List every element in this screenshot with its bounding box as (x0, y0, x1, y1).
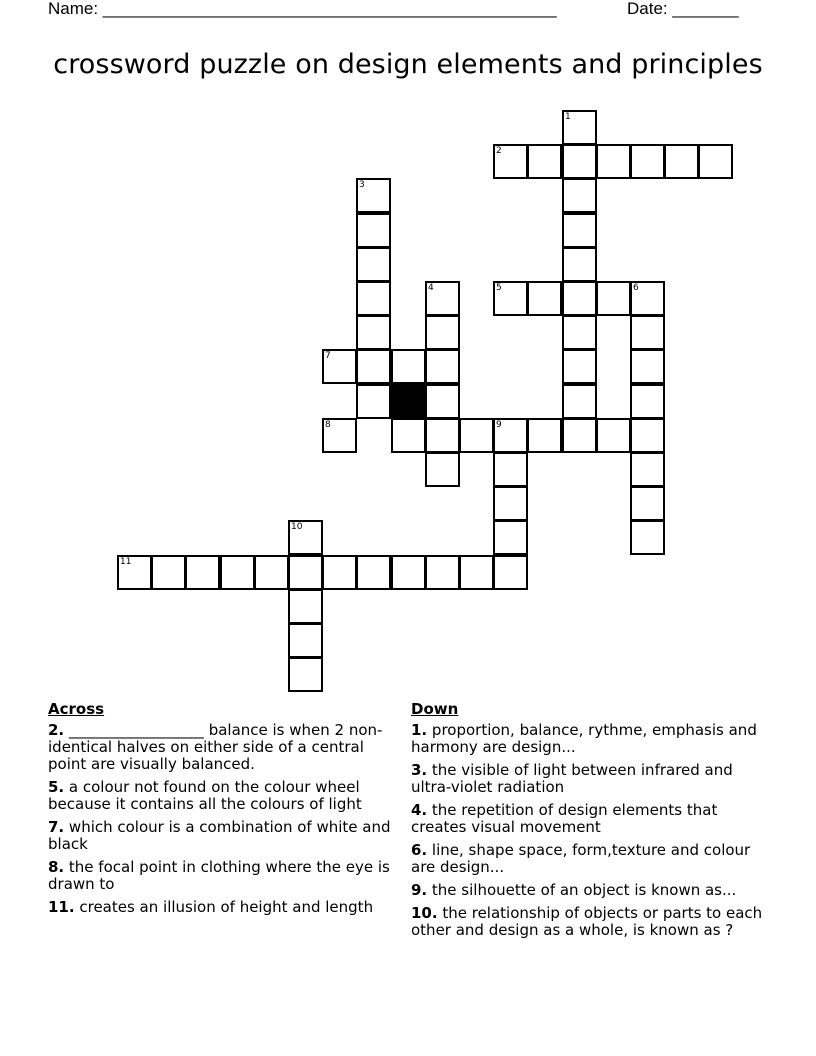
crossword-cell[interactable] (254, 555, 289, 590)
crossword-cell[interactable] (562, 144, 597, 179)
crossword-cell[interactable] (288, 555, 323, 590)
clue-number: 2. (48, 721, 65, 739)
crossword-cell[interactable] (527, 418, 562, 453)
clue-number: 7. (48, 818, 65, 836)
crossword-cell[interactable] (288, 657, 323, 692)
across-clue-2 (48, 722, 393, 773)
crossword-cell[interactable] (288, 623, 323, 658)
crossword-cell[interactable] (356, 281, 391, 316)
crossword-cell[interactable] (356, 384, 391, 419)
down-clue-4 (411, 802, 771, 836)
crossword-cell[interactable] (630, 315, 665, 350)
crossword-cell[interactable] (425, 452, 460, 487)
crossword-cell[interactable] (356, 349, 391, 384)
down-clue-10 (411, 905, 771, 939)
crossword-cell[interactable] (562, 281, 597, 316)
crossword-cell[interactable] (425, 349, 460, 384)
clue-number-label: 2 (496, 146, 502, 156)
clue-number: 8. (48, 858, 65, 876)
clue-text: the visible of light between infrared and ultra-violet radiation (411, 761, 733, 796)
clue-number: 11. (48, 898, 75, 916)
clue-number: 5. (48, 778, 65, 796)
crossword-cell[interactable] (562, 349, 597, 384)
clue-number-label: 11 (120, 557, 132, 567)
crossword-cell[interactable] (356, 555, 391, 590)
crossword-cell[interactable] (630, 349, 665, 384)
across-clue-7 (48, 819, 393, 853)
across-clue-5 (48, 779, 393, 813)
crossword-cell[interactable] (630, 452, 665, 487)
clue-number-label: 1 (565, 112, 571, 122)
crossword-cell[interactable] (562, 418, 597, 453)
clue-text: the silhouette of an object is known as... (431, 881, 737, 899)
down-clue-1 (411, 722, 771, 756)
crossword-cell[interactable] (630, 418, 665, 453)
crossword-cell[interactable] (322, 555, 357, 590)
crossword-black-cell (391, 384, 426, 419)
across-heading: Across (48, 700, 105, 718)
name-field-label: Name: ________________________________________________ (48, 0, 557, 18)
crossword-cell[interactable] (391, 418, 426, 453)
clue-text: a colour not found on the colour wheel because it contains all the colours of light (48, 778, 362, 813)
clue-number-label: 6 (633, 283, 639, 293)
clue-text: the focal point in clothing where the eye is drawn to (48, 858, 390, 893)
clue-text: which colour is a combination of white and black (48, 818, 391, 853)
down-clue-3 (411, 762, 771, 796)
crossword-cell[interactable] (698, 144, 733, 179)
crossword-cell[interactable] (527, 144, 562, 179)
crossword-cell[interactable] (356, 213, 391, 248)
clue-number: 9. (411, 881, 428, 899)
crossword-cell[interactable] (356, 247, 391, 282)
crossword-cell[interactable] (562, 384, 597, 419)
down-clue-9 (411, 882, 771, 899)
crossword-cell[interactable] (562, 213, 597, 248)
crossword-cell[interactable] (425, 315, 460, 350)
page-title: crossword puzzle on design elements and principles (53, 49, 763, 80)
crossword-cell[interactable] (664, 144, 699, 179)
across-clues (48, 701, 393, 922)
crossword-cell[interactable] (630, 144, 665, 179)
clue-number-label: 7 (325, 351, 331, 361)
crossword-cell[interactable] (151, 555, 186, 590)
crossword-cell[interactable] (391, 555, 426, 590)
crossword-cell[interactable] (459, 555, 494, 590)
clue-text: __________________ balance is when 2 non- identical halves on either side of a central point are visually balanced. (48, 721, 383, 773)
clue-number-label: 10 (291, 522, 303, 532)
crossword-cell[interactable] (459, 418, 494, 453)
crossword-cell[interactable] (493, 555, 528, 590)
clue-number: 6. (411, 841, 428, 859)
crossword-cell[interactable] (356, 315, 391, 350)
clue-number-label: 4 (428, 283, 434, 293)
clue-number: 3. (411, 761, 428, 779)
clue-text: the relationship of objects or parts to each other and design as a whole, is known as ? (411, 904, 763, 939)
crossword-cell[interactable] (562, 315, 597, 350)
clue-text: proportion, balance, rythme, emphasis and harmony are design... (411, 721, 757, 756)
clue-number: 4. (411, 801, 428, 819)
crossword-cell[interactable] (630, 520, 665, 555)
crossword-cell[interactable] (425, 418, 460, 453)
down-clue-6 (411, 842, 771, 876)
clue-number-label: 8 (325, 420, 331, 430)
date-field-label: Date: _______ (627, 0, 739, 18)
clue-number-label: 9 (496, 420, 502, 430)
clue-text: line, shape space, form,texture and colour are design... (411, 841, 751, 876)
crossword-cell[interactable] (630, 384, 665, 419)
crossword-cell[interactable] (185, 555, 220, 590)
crossword-cell[interactable] (493, 452, 528, 487)
crossword-cell[interactable] (596, 418, 631, 453)
across-clue-8 (48, 859, 393, 893)
crossword-cell[interactable] (288, 589, 323, 624)
crossword-cell[interactable] (493, 486, 528, 521)
across-clue-11 (48, 899, 393, 916)
crossword-cell[interactable] (425, 384, 460, 419)
crossword-cell[interactable] (596, 281, 631, 316)
clue-text: creates an illusion of height and length (79, 898, 374, 916)
crossword-cell[interactable] (391, 349, 426, 384)
crossword-cell[interactable] (425, 555, 460, 590)
clue-text: the repetition of design elements that creates visual movement (411, 801, 718, 836)
crossword-cell[interactable] (220, 555, 255, 590)
clue-number-label: 3 (359, 180, 365, 190)
crossword-cell[interactable] (562, 247, 597, 282)
crossword-cell[interactable] (493, 520, 528, 555)
crossword-cell[interactable] (562, 178, 597, 213)
clue-number-label: 5 (496, 283, 502, 293)
crossword-cell[interactable] (527, 281, 562, 316)
down-heading: Down (411, 700, 459, 718)
crossword-cell[interactable] (596, 144, 631, 179)
clue-number: 1. (411, 721, 428, 739)
crossword-cell[interactable] (630, 486, 665, 521)
clue-number: 10. (411, 904, 438, 922)
down-clues (411, 701, 771, 945)
